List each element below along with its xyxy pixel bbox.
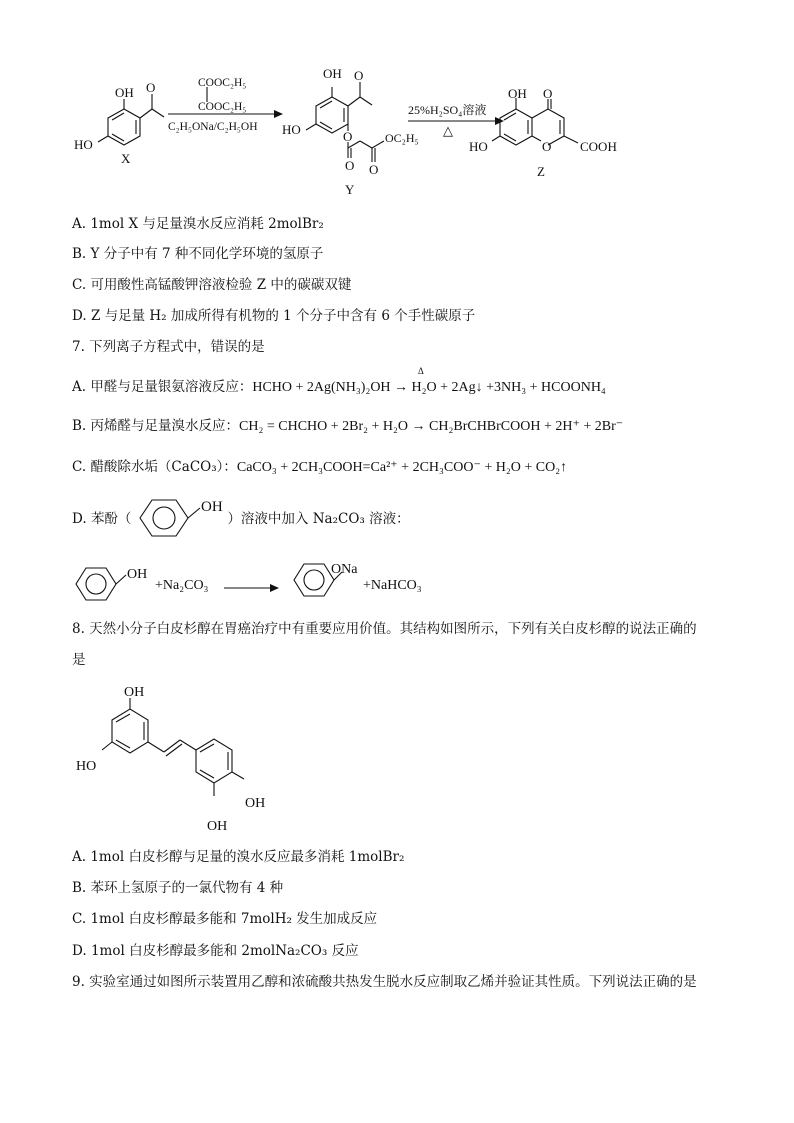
y-oh-label: OH [323, 66, 342, 81]
z-oh-label: OH [508, 86, 527, 101]
phenol-structure-inline [134, 494, 236, 542]
q6-option-d[interactable]: D. Z 与足量 H₂ 加成所得有机物的 1 个分子中含有 6 个手性碳原子 [72, 308, 476, 324]
z-carbonyl-o-label: O [543, 86, 553, 101]
q7-d-reagent: +Na₂CO₃ [155, 578, 209, 593]
z-ring-o-label: O [542, 139, 552, 154]
q8-option-a[interactable]: A. 1mol 白皮杉醇与足量的溴水反应最多消耗 1molBr₂ [72, 849, 405, 865]
x-o-label: O [146, 80, 156, 95]
reaction-scheme [0, 0, 794, 205]
y-acetyl-o-label: O [354, 68, 364, 83]
z-ho-label: HO [469, 139, 488, 154]
reagent-ester-line2: COOC₂H₅ [198, 101, 247, 113]
q7-option-a[interactable]: A. 甲醛与足量银氨溶液反应：HCHO + 2Ag(NH₃)₂OH → H₂O + 2Ag↓ +3NH₃ + HCOONH₄ [72, 379, 606, 395]
compound-y-label: Y [345, 182, 355, 197]
q8-stem-line1: 8. 天然小分子白皮杉醇在胃癌治疗中有重要应用价值。其结构如图所示，下列有关白皮杉醇的说法正确的 [72, 621, 697, 637]
y-oc2h5-label: OC₂H₅ [385, 131, 419, 145]
q8-option-b[interactable]: B. 苯环上氢原子的一氯代物有 4 种 [72, 880, 284, 896]
q8-stem-line2: 是 [72, 652, 86, 668]
reagent-acid-condition: 25%H₂SO₄溶液 [408, 103, 487, 117]
x-oh-label: OH [115, 85, 134, 100]
q7-a-equation: HCHO + 2Ag(NH₃)₂OH → H₂O + 2Ag↓ +3NH₃ + HCOONH₄ [252, 380, 606, 395]
y-ho-label: HO [282, 122, 301, 137]
y-carbonyl-o2-label: O [369, 162, 379, 177]
reaction-arrow-d [224, 582, 280, 594]
svg-text:OH: OH [245, 796, 266, 811]
x-ho-label: HO [74, 137, 93, 152]
z-cooh-label: COOH [580, 139, 617, 154]
q7-d-ona: ONa [331, 562, 358, 577]
q7-a-heat-condition: Δ [418, 366, 424, 376]
svg-text:OH: OH [207, 819, 228, 834]
q7-option-c[interactable]: C. 醋酸除水垢（CaCO₃）：CaCO₃ + 2CH₃COOH=Ca²⁺ + 2CH₃COO⁻ + H₂O + CO₂↑ [72, 459, 568, 475]
q6-option-b[interactable]: B. Y 分子中有 7 种不同化学环境的氢原子 [72, 246, 324, 262]
q8-option-d[interactable]: D. 1mol 白皮杉醇最多能和 2molNa₂CO₃ 反应 [72, 943, 359, 959]
reagent-heat-symbol: △ [443, 123, 453, 138]
q6-option-a[interactable]: A. 1mol X 与足量溴水反应消耗 2molBr₂ [72, 216, 324, 232]
q7-d-product: +NaHCO₃ [363, 578, 422, 593]
svg-text:OH: OH [124, 685, 145, 700]
q8-option-c[interactable]: C. 1mol 白皮杉醇最多能和 7molH₂ 发生加成反应 [72, 911, 378, 927]
q7-option-d[interactable]: D. 苯酚（ ）溶液中加入 Na₂CO₃ 溶液： [72, 511, 410, 527]
q7-b-equation: CH₂ = CHCHO + 2Br₂ + H₂O → CH₂BrCHBrCOOH + 2H⁺ + 2Br⁻ [239, 419, 624, 434]
z-benzene-ring [500, 109, 532, 145]
piceatannol-structure [72, 678, 312, 838]
phenol-inline-oh: OH [201, 499, 223, 515]
svg-text:HO: HO [76, 759, 97, 774]
compound-z-label: Z [537, 164, 545, 179]
reagent-ester-line1: COOC₂H₅ [198, 77, 247, 89]
q9-stem: 9. 实验室通过如图所示装置用乙醇和浓硫酸共热发生脱水反应制取乙烯并验证其性质。下列说法正确的是 [72, 974, 697, 990]
q7-stem: 7. 下列离子方程式中，错误的是 [72, 339, 265, 355]
q7-c-equation: CaCO₃ + 2CH₃COOH=Ca²⁺ + 2CH₃COO⁻ + H₂O + CO₂↑ [236, 460, 568, 475]
svg-text:OH: OH [127, 567, 148, 582]
y-ether-o-label: O [343, 129, 353, 144]
reagent-base-condition: C₂H₅ONa/C₂H₅OH [168, 121, 258, 133]
phenol-reactant-structure [72, 560, 162, 606]
compound-x-label: X [121, 151, 131, 166]
y-benzene-ring [316, 97, 348, 133]
q6-option-c[interactable]: C. 可用酸性高锰酸钾溶液检验 Z 中的碳碳双键 [72, 277, 352, 293]
y-carbonyl-o1-label: O [345, 158, 355, 173]
q7-option-b[interactable]: B. 丙烯醛与足量溴水反应：CH₂ = CHCHO + 2Br₂ + H₂O → CH₂BrCHBrCOOH + 2H⁺ + 2Br⁻ [72, 418, 624, 434]
x-benzene-ring [108, 109, 140, 145]
